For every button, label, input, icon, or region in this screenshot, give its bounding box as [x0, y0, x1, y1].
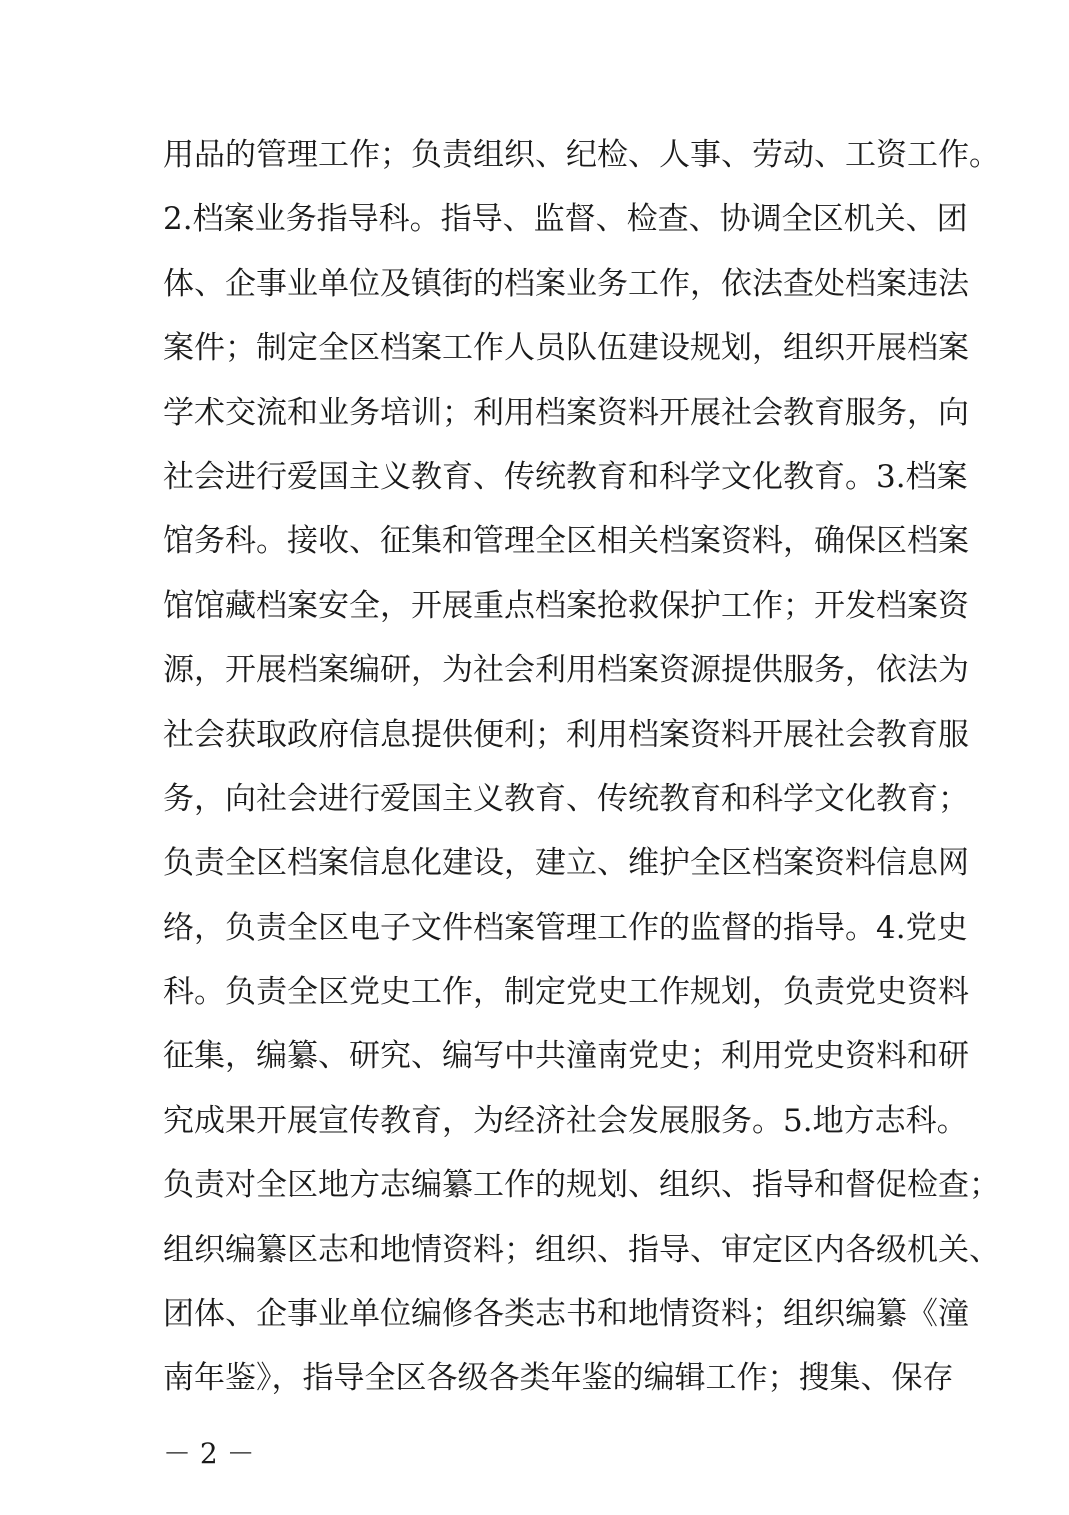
text-line: 科。负责全区党史工作，制定党史工作规划，负责党史资料	[163, 974, 969, 1011]
text-line: 用品的管理工作；负责组织、纪检、人事、劳动、工资工作。	[163, 137, 1000, 173]
text-line: 社会进行爱国主义教育、传统教育和科学文化教育。3.档案	[163, 458, 968, 495]
text-line: 负责对全区地方志编纂工作的规划、组织、指导和督促检查；	[163, 1167, 1000, 1204]
text-line: 馆馆藏档案安全，开展重点档案抢救保护工作；开发档案资	[163, 587, 969, 624]
text-line: 组织编纂区志和地情资料；组织、指导、审定区内各级机关、	[163, 1231, 1000, 1268]
body-text	[163, 123, 1000, 1411]
text-line: 案件；制定全区档案工作人员队伍建设规划，组织开展档案	[163, 330, 969, 367]
text-line: 南年鉴》，指导全区各级各类年鉴的编辑工作；搜集、保存	[163, 1360, 954, 1397]
text-line: 体、企事业单位及镇街的档案业务工作，依法查处档案违法	[163, 265, 969, 302]
page-number: － 2 －	[163, 1437, 255, 1470]
text-line: 络，负责全区电子文件档案管理工作的监督的指导。4.党史	[163, 909, 968, 946]
text-line: 源，开展档案编研，为社会利用档案资源提供服务，依法为	[163, 652, 969, 689]
text-line: 2.档案业务指导科。指导、监督、检查、协调全区机关、团	[163, 201, 968, 238]
text-line: 务，向社会进行爱国主义教育、传统教育和科学文化教育；	[163, 780, 969, 817]
text-line: 究成果开展宣传教育，为经济社会发展服务。5.地方志科。	[163, 1102, 968, 1139]
text-line: 负责全区档案信息化建设，建立、维护全区档案资料信息网	[163, 845, 969, 882]
text-line: 团体、企事业单位编修各类志书和地情资料；组织编纂《潼	[163, 1296, 969, 1333]
text-line: 征集，编纂、研究、编写中共潼南党史；利用党史资料和研	[163, 1038, 969, 1075]
text-line: 馆务科。接收、征集和管理全区相关档案资料，确保区档案	[163, 523, 969, 560]
text-line: 社会获取政府信息提供便利；利用档案资料开展社会教育服	[163, 716, 969, 753]
text-line: 学术交流和业务培训；利用档案资料开展社会教育服务，向	[163, 394, 969, 431]
